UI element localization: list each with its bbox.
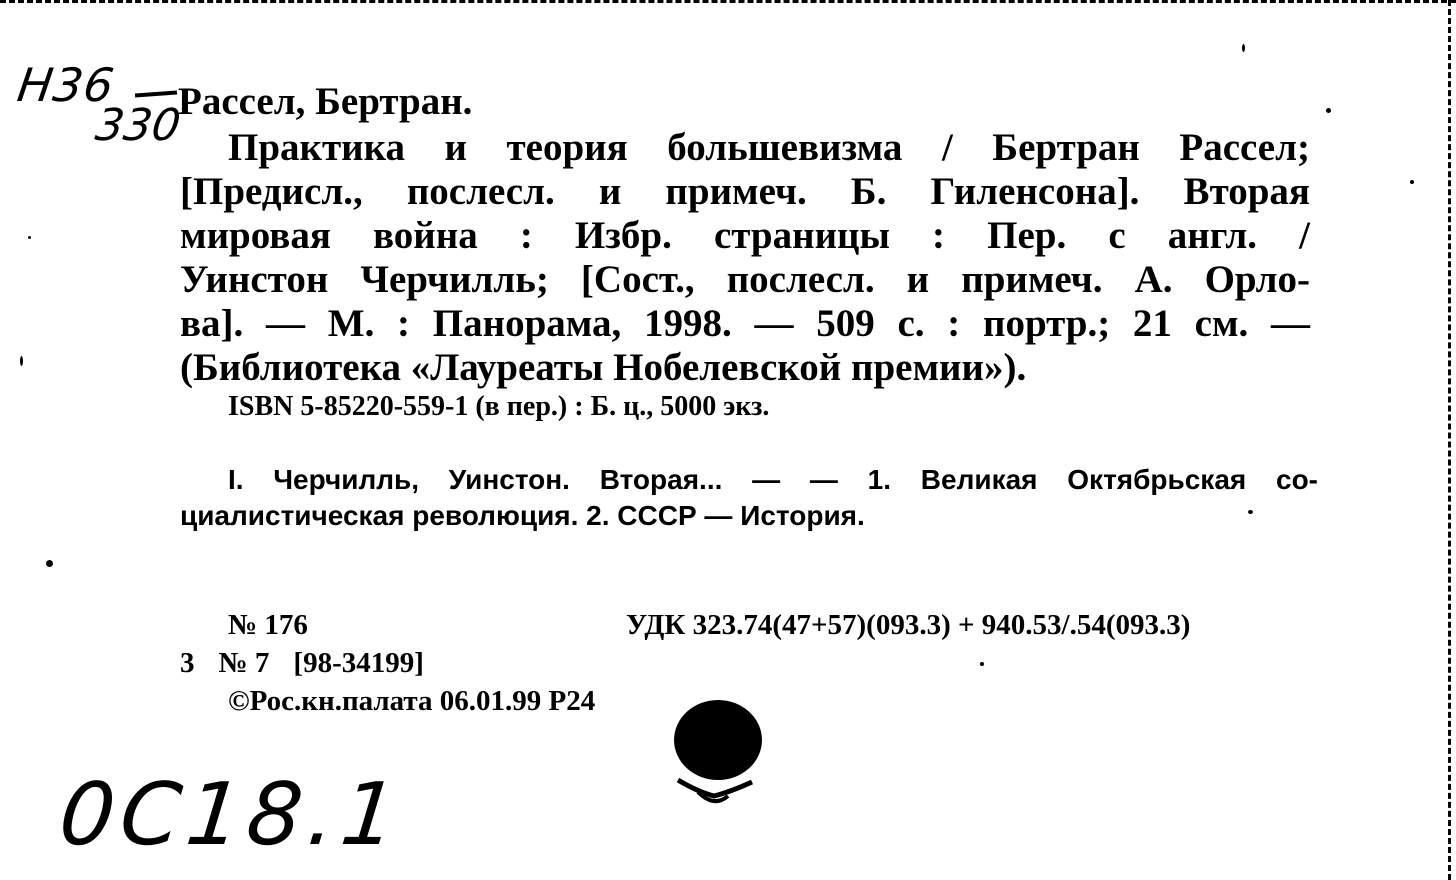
description-line: ва]. — М. : Панорама, 1998. — 509 с. : портр.; 21 см. —: [180, 302, 1310, 345]
description-line: Уинстон Черчилль; [Сост., послесл. и примеч. А. Орло-: [180, 258, 1310, 301]
card-number: № 176: [228, 609, 308, 641]
handwritten-shelf-mark: Н36: [14, 58, 118, 112]
scan-speckle: [1326, 108, 1331, 113]
scan-speckle: [1248, 510, 1253, 514]
scan-speckle: [28, 236, 31, 239]
tracing-line: циалистическая революция. 2. СССР — История.: [180, 500, 865, 531]
handwritten-dash: [135, 91, 177, 98]
scan-speckle: [1410, 180, 1414, 184]
book-chamber-line: ©Рос.кн.палата 06.01.99 Р24: [228, 685, 596, 717]
subject-tracing: [180, 462, 1318, 534]
order-number: [98-34199]: [293, 647, 424, 679]
udc-classification: УДК 323.74(47+57)(093.3) + 940.53/.54(093.3): [626, 609, 1191, 641]
scan-speckle: [20, 356, 23, 366]
right-dashed-border: [1448, 0, 1451, 880]
scan-speckle: [980, 662, 984, 666]
top-dashed-border: [0, 0, 1456, 3]
scan-speckle: [46, 560, 53, 567]
description-line: (Библиотека «Лауреаты Нобелевской премии»).: [180, 346, 1027, 389]
copies-order-line: [180, 646, 424, 680]
copies-number: № 7: [218, 647, 270, 679]
description-line: мировая война : Избр. страницы : Пер. с англ. /: [180, 214, 1310, 257]
scan-speckle: [1242, 44, 1245, 52]
ink-blot-mark: [668, 696, 764, 806]
tracing-line: I. Черчилль, Уинстон. Вторая... — — 1. Великая Октябрьская со-: [228, 464, 1318, 495]
bibliographic-description: [180, 126, 1310, 390]
handwritten-shelf-number: 330: [92, 100, 184, 151]
handwritten-call-number: 0С18.1: [54, 765, 408, 865]
description-line: Практика и теория большевизма / Бертран Рассел;: [228, 126, 1310, 169]
main-entry-author: Рассел, Бертран.: [178, 80, 473, 123]
isbn-line: ISBN 5-85220-559-1 (в пер.) : Б. ц., 5000 экз.: [228, 391, 770, 422]
description-line: [Предисл., послесл. и примеч. Б. Гиленсона]. Вторая: [180, 170, 1310, 213]
copies-prefix: 3: [180, 647, 195, 679]
